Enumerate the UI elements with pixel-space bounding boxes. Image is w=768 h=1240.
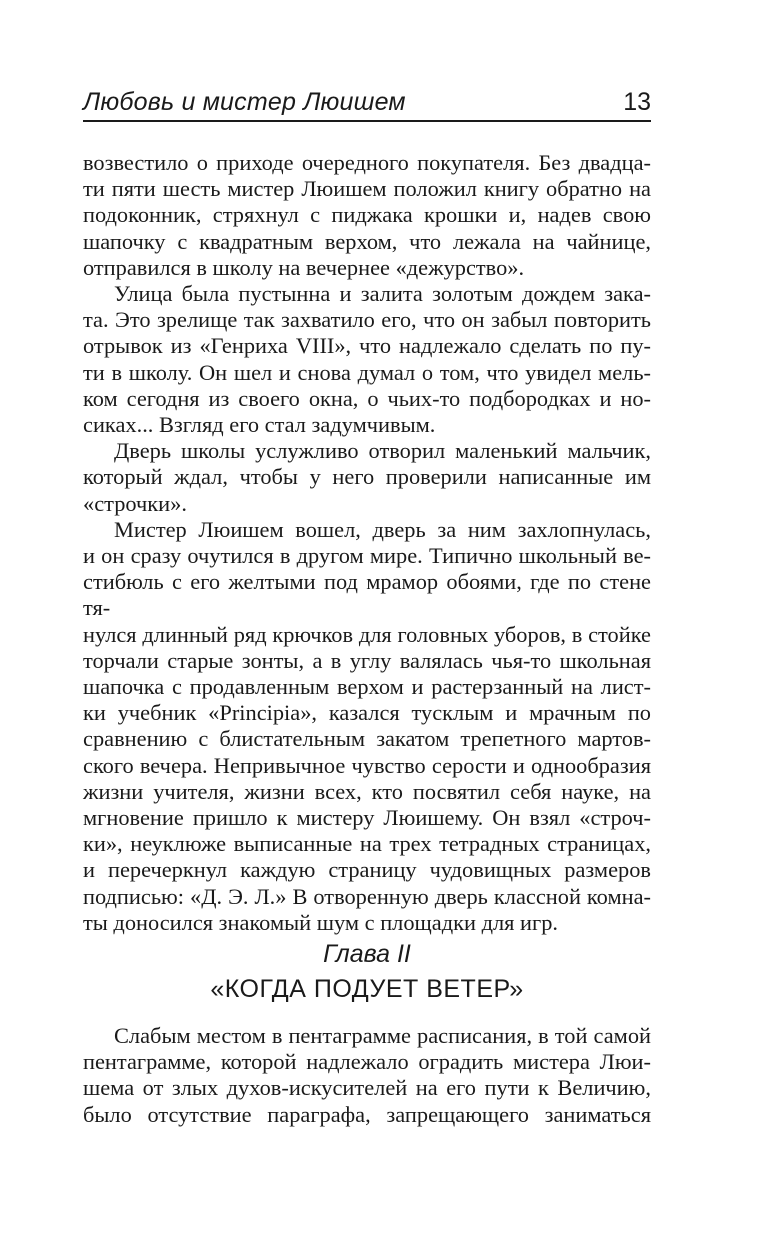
text-line: «строчки».: [83, 490, 187, 516]
chapter-title: «КОГДА ПОДУЕТ ВЕТЕР»: [210, 975, 524, 1003]
text-line: подписью: «Д. Э. Л.» В отворенную дверь классной комна-: [83, 883, 651, 909]
text-line: который ждал, чтобы у него проверили написанные им: [83, 464, 651, 490]
paragraph: [83, 281, 651, 438]
page-number: 13: [623, 88, 651, 116]
chapter-number: Глава II: [323, 940, 411, 968]
text-line: ти пяти шесть мистер Люишем положил книгу обратно на: [83, 176, 651, 202]
text-line: ки учебник «Principia», казался тусклым и мрачным по: [83, 700, 651, 726]
text-line: отправился в школу на вечернее «дежурство».: [83, 254, 525, 280]
text-line: было отсутствие параграфа, запрещающего заниматься: [83, 1101, 651, 1127]
text-line: ки», неуклюже выписанные на трех тетрадных страницах,: [83, 831, 651, 857]
text-line: нулся длинный ряд крючков для головных уборов, в стойке: [83, 621, 651, 647]
text-line: мгновение пришло к мистеру Люишему. Он взял «строч-: [83, 805, 651, 831]
text-line: жизни учителя, жизни всех, кто посвятил себя науке, на: [83, 778, 651, 804]
paragraph: [83, 1023, 651, 1128]
text-line: подоконник, стряхнул с пиджака крошки и, надев свою: [83, 202, 651, 228]
text-line: шапочку с квадратным верхом, что лежала на чайнице,: [83, 228, 651, 254]
text-line: ты доносился знакомый шум с площадки для игр.: [83, 909, 558, 935]
text-line: отрывок из «Генриха VIII», что надлежало сделать по пу-: [83, 333, 651, 359]
paragraph: [83, 517, 651, 936]
text-line: ти в школу. Он шел и снова думал о том, что увидел мель-: [83, 359, 651, 385]
text-line: торчали старые зонты, а в углу валялась чья-то школьная: [83, 647, 651, 673]
text-line: ского вечера. Непривычное чувство серости и однообразия: [83, 752, 651, 778]
body-text-bottom: [83, 1023, 651, 1128]
text-line: стибюль с его желтыми под мрамор обоями, где по стене тя-: [83, 569, 651, 621]
text-line: ком сегодня из своего окна, о чьих-то подбородках и но-: [83, 385, 651, 411]
text-line: возвестило о приходе очередного покупателя. Без двадца-: [83, 150, 651, 175]
text-line: пентаграмме, которой надлежало оградить мистера Люи-: [83, 1049, 651, 1075]
running-header: [83, 86, 651, 122]
paragraph: [83, 150, 651, 281]
text-line: Дверь школы услужливо отворил маленький мальчик,: [114, 438, 651, 464]
text-line: и перечеркнул каждую страницу чудовищных размеров: [83, 857, 651, 883]
text-line: сравнению с блистательным закатом трепетного мартов-: [83, 726, 651, 752]
paragraph: [83, 438, 651, 517]
text-line: сиках... Взгляд его стал задумчивым.: [83, 412, 436, 438]
body-text-top: [83, 150, 651, 936]
running-title: Любовь и мистер Люишем: [83, 88, 406, 116]
text-line: Мистер Люишем вошел, дверь за ним захлопнулась,: [114, 516, 651, 542]
text-line: шапочка с продавленным верхом и растерзанный на лист-: [83, 674, 651, 700]
text-line: Слабым местом в пентаграмме расписания, в той самой: [114, 1023, 651, 1048]
text-line: шема от злых духов-искусителей на его пути к Величию,: [83, 1075, 651, 1101]
text-line: и он сразу очутился в другом мире. Типично школьный ве-: [83, 543, 651, 569]
text-line: Улица была пустынна и залита золотым дождем зака-: [114, 281, 651, 307]
text-line: та. Это зрелище так захватило его, что он забыл повторить: [83, 307, 651, 333]
